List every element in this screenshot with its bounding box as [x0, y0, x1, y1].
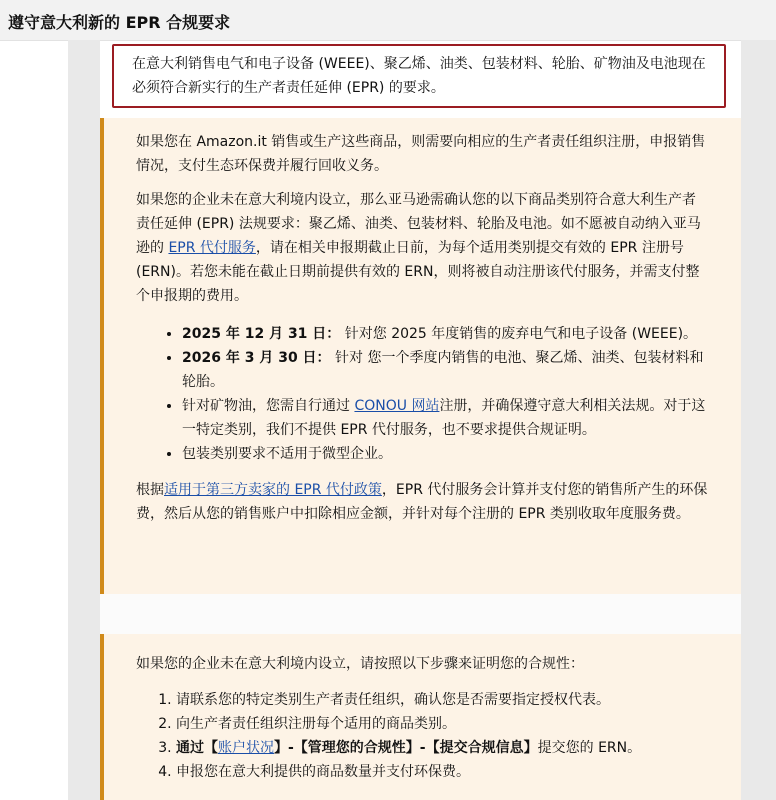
deadline-list: [136, 322, 709, 466]
bracket-text: 通过【: [176, 740, 218, 756]
list-item: [182, 442, 709, 466]
list-item: [182, 346, 709, 394]
notice-text: 在意大利销售电气和电子设备 (WEEE)、聚乙烯、油类、包装材料、轮胎、矿物油及电池现在必须符合新实行的生产者责任延伸 (EPR) 的要求。: [132, 56, 706, 96]
list-item: 2. 向生产者责任组织注册每个适用的商品类别。: [176, 712, 709, 736]
deadline-date: 2025 年 12 月 31 日：: [182, 326, 341, 342]
paragraph-text: ，请在相关申报期截止日前，为每个适用类别提交有效的 EPR 注册号 (ERN)。若您未能在截止日期前提供有效的 ERN，则将被自动注册该代付服务，并需支付整个申报期的费用。: [136, 240, 700, 304]
right-gutter: [741, 40, 776, 800]
menu-path-text: 】-【管理您的合规性】-【提交合规信息】: [274, 740, 538, 756]
list-item: 1. 请联系您的特定类别生产者责任组织，确认您是否需要指定授权代表。: [176, 688, 709, 712]
list-item-text: 注册，并确保遵守意大利相关法规。对于这一特定类别，我们不提供 EPR 代付服务，也不要求提供合规证明。: [182, 398, 706, 438]
epr-notice-box: [112, 44, 726, 108]
compliance-steps-list: [136, 688, 709, 784]
list-item-text: 包装类别要求不适用于微型企业。: [182, 446, 392, 462]
list-item-text: 针对您 2025 年度销售的废弃电气和电子设备 (WEEE)。: [340, 326, 698, 342]
conou-website-link[interactable]: CONOU 网站: [354, 398, 440, 414]
list-item-text: 针对矿物油，您需自行通过: [182, 398, 355, 414]
policy-paragraph: [136, 478, 709, 526]
non-resident-paragraph: [136, 188, 709, 308]
epr-service-link[interactable]: EPR 代付服务: [168, 240, 256, 256]
list-item-text: 针对 您一个季度内销售的电池、聚乙烯、油类、包装材料和轮胎。: [182, 350, 704, 390]
page-title: 遵守意大利新的 EPR 合规要求: [8, 13, 231, 32]
account-health-link[interactable]: 账户状况: [218, 740, 274, 756]
paragraph-text: ，EPR 代付服务会计算并支付您的销售所产生的环保费，然后从您的销售账户中扣除相应金额，并针对每个注册的 EPR 类别收取年度服务费。: [136, 482, 708, 522]
list-item: 4. 申报您在意大利提供的商品数量并支付环保费。: [176, 760, 709, 784]
deadline-date: 2026 年 3 月 30 日：: [182, 350, 331, 366]
paragraph-text: 如果您的企业未在意大利境内设立，那么亚马逊需确认您的以下商品类别符合意大利生产者责任延伸 (EPR) 法规要求：聚乙烯、油类、包装材料、轮胎及电池。如不愿被自动纳入亚马逊的: [136, 192, 701, 256]
intro-paragraph: 如果您在 Amazon.it 销售或生产这些商品，则需要向相应的生产者责任组织注册，申报销售情况，支付生态环保费并履行回收义务。: [136, 134, 706, 174]
list-item: [176, 736, 709, 760]
list-item-text: 提交您的 ERN。: [537, 740, 642, 756]
info-panel-compliance-steps: [100, 634, 741, 800]
paragraph-text: 根据: [136, 482, 164, 498]
panel-separator: [100, 594, 741, 634]
left-gutter: [68, 40, 100, 800]
page-header: [0, 0, 776, 41]
list-item: [182, 322, 709, 346]
list-item: [182, 394, 709, 442]
steps-intro: 如果您的企业未在意大利境内设立，请按照以下步骤来证明您的合规性：: [136, 656, 584, 672]
info-panel-requirements: [100, 118, 741, 594]
epr-policy-link[interactable]: 适用于第三方卖家的 EPR 代付政策: [164, 482, 382, 498]
